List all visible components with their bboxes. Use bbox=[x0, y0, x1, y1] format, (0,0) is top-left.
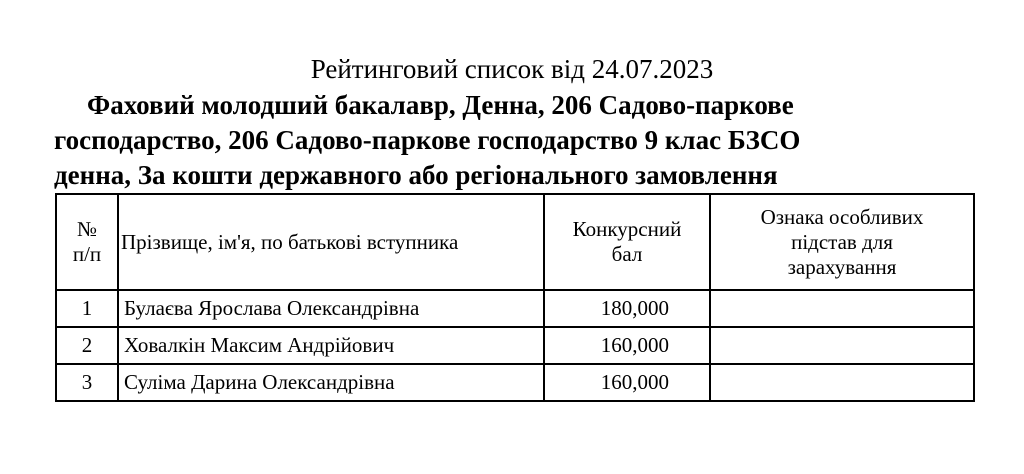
header-grounds-line-1: Ознака особливих bbox=[760, 204, 924, 229]
competitive-score: 180,000 bbox=[544, 290, 710, 327]
row-number: 3 bbox=[56, 364, 118, 401]
header-score-line-2: бал bbox=[611, 242, 643, 266]
header-number bbox=[56, 194, 118, 290]
row-number: 2 bbox=[56, 327, 118, 364]
header-number-line-1: № bbox=[76, 217, 98, 241]
list-date-title: Рейтинговий список від 24.07.2023 bbox=[310, 54, 714, 84]
table-row bbox=[56, 327, 974, 364]
applicant-name: Булаєва Ярослава Олександрівна bbox=[118, 290, 544, 327]
competitive-score: 160,000 bbox=[544, 327, 710, 364]
applicant-name: Суліма Дарина Олександрівна bbox=[118, 364, 544, 401]
special-grounds bbox=[710, 327, 974, 364]
table-header-row bbox=[56, 194, 974, 290]
special-grounds bbox=[710, 364, 974, 401]
header-full-name: Прізвище, ім'я, по батькові вступника bbox=[118, 194, 544, 290]
header-grounds-line-2: підстав для bbox=[791, 229, 893, 254]
header-grounds-line-3: зарахування bbox=[787, 254, 897, 279]
subtitle-line-3: денна, За кошти державного або регіонального замовлення bbox=[54, 160, 778, 190]
row-number: 1 bbox=[56, 290, 118, 327]
competitive-score: 160,000 bbox=[544, 364, 710, 401]
header-number-line-2: п/п bbox=[72, 242, 102, 266]
program-subtitle bbox=[54, 88, 974, 193]
header-score bbox=[544, 194, 710, 290]
subtitle-line-1: Фаховий молодший бакалавр, Денна, 206 Садово-паркове bbox=[87, 90, 794, 120]
header-score-line-1: Конкурсний bbox=[572, 217, 682, 241]
table-row bbox=[56, 290, 974, 327]
special-grounds bbox=[710, 290, 974, 327]
header-special-grounds bbox=[710, 194, 974, 290]
rating-table bbox=[55, 193, 975, 402]
subtitle-line-2: господарство, 206 Садово-паркове господарство 9 клас БЗСО bbox=[54, 125, 801, 155]
applicant-name: Ховалкін Максим Андрійович bbox=[118, 327, 544, 364]
table-row bbox=[56, 364, 974, 401]
